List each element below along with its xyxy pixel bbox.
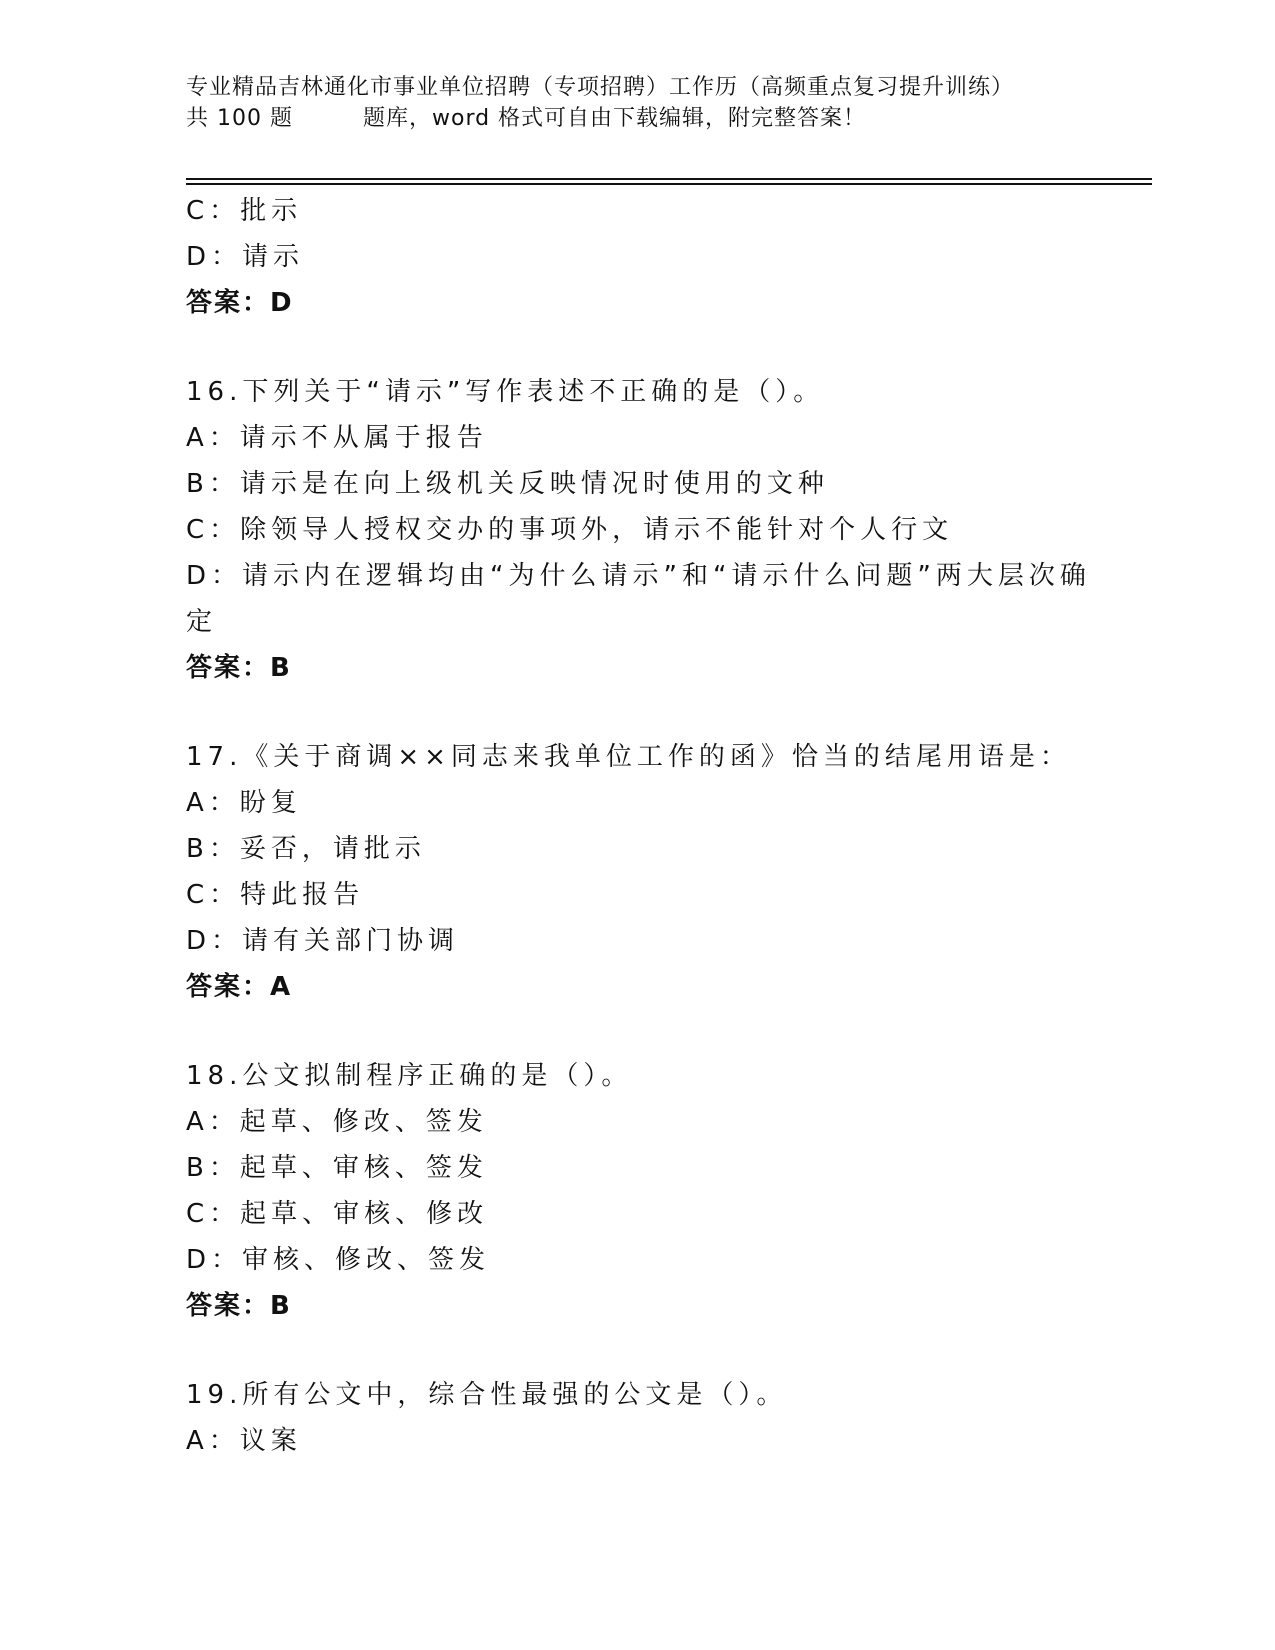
option-a: A：请示不从属于报告 <box>186 423 488 453</box>
header-subtitle <box>186 103 1086 134</box>
question-list <box>186 188 1091 1464</box>
document-header <box>186 72 1086 134</box>
answer: 答案：D <box>186 288 294 318</box>
question-stem: 18.公文拟制程序正确的是（）。 <box>186 1061 633 1091</box>
header-divider-top <box>186 178 1152 180</box>
question-block-16 <box>186 369 1091 691</box>
question-count: 共 100 题 <box>186 106 293 131</box>
option-d: D：请示内在逻辑均由“为什么请示”和“请示什么问题”两大层次确 <box>186 561 1091 591</box>
option-c: C：除领导人授权交办的事项外，请示不能针对个人行文 <box>186 515 954 545</box>
question-stem: 17.《关于商调××同志来我单位工作的函》恰当的结尾用语是： <box>186 742 1071 772</box>
question-stem: 16.下列关于“请示”写作表述不正确的是（）。 <box>186 377 825 407</box>
option-d: D：审核、修改、签发 <box>186 1245 491 1275</box>
answer: 答案：A <box>186 972 293 1002</box>
option-d-continued: 定 <box>186 607 218 637</box>
option-a: A：起草、修改、签发 <box>186 1107 488 1137</box>
option-c: C：批示 <box>186 196 303 226</box>
option-d: D：请有关部门协调 <box>186 926 460 956</box>
question-block-continued <box>186 188 1086 326</box>
option-a: A：议案 <box>186 1426 302 1456</box>
question-block-18 <box>186 1053 1086 1329</box>
question-stem: 19.所有公文中，综合性最强的公文是（）。 <box>186 1380 788 1410</box>
option-b: B：起草、审核、签发 <box>186 1153 488 1183</box>
option-c: C：特此报告 <box>186 880 365 910</box>
answer: 答案：B <box>186 653 292 683</box>
question-block-19 <box>186 1372 1086 1464</box>
header-title: 专业精品吉林通化市事业单位招聘（专项招聘）工作历（高频重点复习提升训练） <box>186 75 1015 100</box>
option-b: B：请示是在向上级机关反映情况时使用的文种 <box>186 469 829 499</box>
answer: 答案：B <box>186 1291 292 1321</box>
option-a: A：盼复 <box>186 788 302 818</box>
option-c: C：起草、审核、修改 <box>186 1199 489 1229</box>
option-b: B：妥否，请批示 <box>186 834 426 864</box>
header-divider-bottom <box>186 183 1152 185</box>
question-block-17 <box>186 734 1086 1010</box>
option-d: D：请示 <box>186 242 305 272</box>
header-description: 题库，word 格式可自由下载编辑，附完整答案！ <box>362 106 867 131</box>
